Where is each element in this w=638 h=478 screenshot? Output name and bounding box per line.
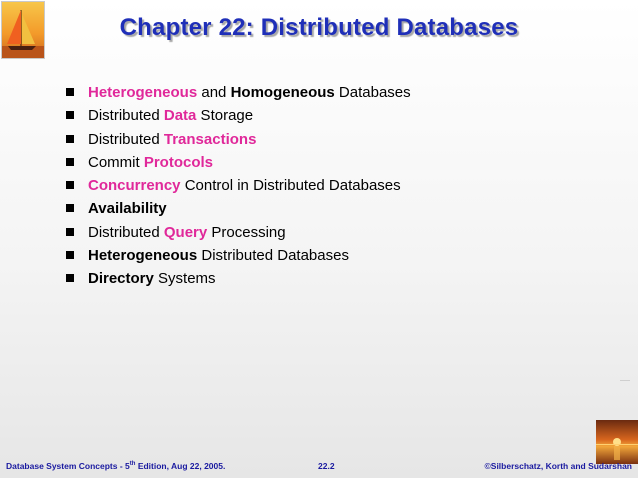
list-item-text: Control in Distributed Databases (180, 177, 401, 195)
list-item-text: Distributed Databases (197, 247, 349, 265)
square-bullet-icon (66, 111, 74, 119)
list-item-text: Distributed (88, 130, 164, 148)
square-bullet-icon (66, 204, 74, 212)
sunset-logo (596, 420, 638, 464)
list-item (66, 244, 411, 267)
list-item (66, 174, 411, 197)
list-item (66, 151, 411, 174)
footer-page-number: 22.2 (318, 461, 335, 471)
square-bullet-icon (66, 158, 74, 166)
list-item-text: Availability (88, 200, 167, 218)
list-item (66, 81, 411, 104)
list-item-text: Data (163, 107, 197, 125)
list-item-text: Heterogeneous (88, 247, 198, 265)
footer-book-title-text: Database System Concepts - 5 (6, 461, 130, 471)
list-item (66, 267, 411, 290)
list-item (66, 104, 411, 127)
list-item-text: Directory (88, 270, 154, 288)
list-item-text: Distributed (88, 107, 164, 125)
footer-book-title (6, 461, 225, 471)
square-bullet-icon (66, 251, 74, 259)
list-item-text: Systems (153, 270, 216, 288)
square-bullet-icon (66, 228, 74, 236)
slide-title: Chapter 22: Distributed Databases (119, 14, 519, 41)
list-item-text: Databases (334, 84, 411, 101)
list-item-text: Distributed (88, 223, 164, 241)
list-item-text: and (197, 84, 231, 101)
square-bullet-icon (66, 135, 74, 143)
list-item (66, 197, 411, 220)
list-item-text: Storage (196, 107, 254, 125)
list-item-text: Concurrency (88, 177, 181, 195)
topic-list (66, 81, 411, 291)
list-item-text: Transactions (163, 130, 257, 148)
list-item-text: Heterogeneous (88, 84, 198, 101)
footer-book-title-edition: Edition, Aug 22, 2005. (135, 461, 226, 471)
footer-book-title-sup: th (129, 461, 136, 468)
list-item-text: Query (163, 223, 208, 241)
square-bullet-icon (66, 181, 74, 189)
list-item-text: Commit (88, 153, 144, 171)
square-bullet-icon (66, 274, 74, 282)
square-bullet-icon (66, 88, 74, 96)
list-item-text: Processing (207, 223, 286, 241)
list-item (66, 221, 411, 244)
divider (620, 380, 630, 381)
list-item-text: Homogeneous (230, 84, 335, 101)
list-item-text: Protocols (143, 153, 214, 171)
footer-copyright: ©Silberschatz, Korth and Sudarshan (484, 461, 632, 471)
list-item (66, 128, 411, 151)
